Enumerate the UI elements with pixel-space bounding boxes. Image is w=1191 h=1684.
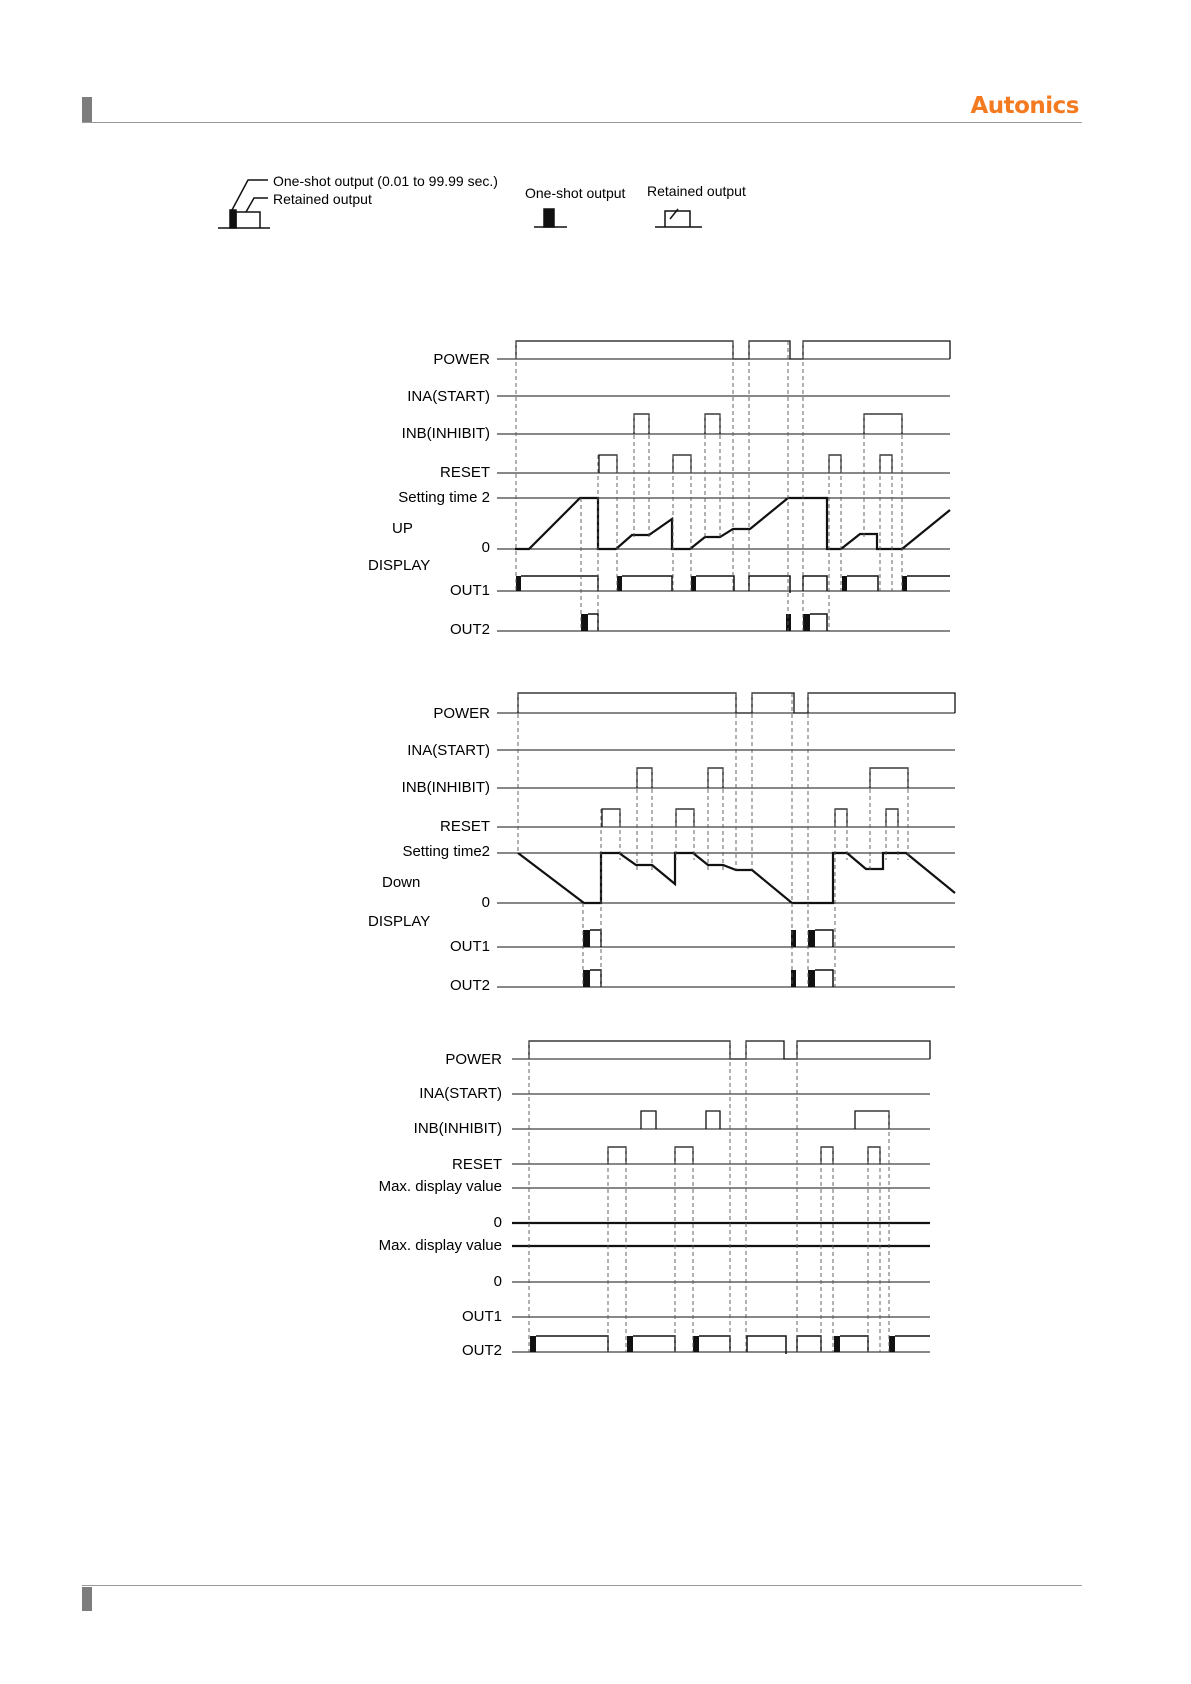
footer-bar: [82, 1587, 92, 1611]
label-out1: OUT1: [461, 1308, 502, 1325]
label-reset: RESET: [451, 1156, 502, 1173]
timing-chart-up: [368, 341, 950, 638]
label-out2: OUT2: [449, 621, 490, 638]
timing-chart-max: [379, 1041, 930, 1359]
label-power: POWER: [445, 1051, 502, 1068]
reset-wave: [599, 455, 892, 473]
brand-logo: Autonics: [970, 93, 1079, 119]
label-mode-up: UP: [392, 520, 413, 537]
label-out1: OUT1: [449, 582, 490, 599]
label-zero: 0: [481, 539, 490, 556]
power-wave: [529, 1041, 930, 1059]
legend-retained-symbol: [655, 209, 702, 227]
timing-guides: [518, 693, 908, 987]
label-display: DISPLAY: [368, 557, 431, 574]
label-display: DISPLAY: [368, 913, 431, 930]
label-zero-2: 0: [493, 1273, 502, 1290]
power-wave: [518, 693, 955, 713]
label-mode-down: Down: [382, 874, 421, 891]
label-inb: INB(INHIBIT): [413, 1120, 502, 1137]
baselines: [497, 713, 955, 987]
label-zero-1: 0: [493, 1214, 502, 1231]
label-ina: INA(START): [419, 1085, 502, 1102]
display-up-curve: [515, 498, 950, 549]
label-reset: RESET: [439, 818, 490, 835]
legend-combined-symbol: [218, 180, 270, 228]
legend-one-shot-symbol: [534, 209, 567, 227]
inb-wave: [641, 1111, 889, 1129]
out2-wave: [583, 970, 833, 987]
label-out2: OUT2: [449, 977, 490, 994]
label-out2: OUT2: [461, 1342, 502, 1359]
label-setting-time: Setting time2: [402, 843, 490, 860]
legend-one-shot-output: One-shot output: [525, 185, 626, 201]
label-setting-time: Setting time 2: [398, 489, 490, 506]
label-zero: 0: [481, 894, 490, 911]
label-max-display-1: Max. display value: [378, 1178, 502, 1195]
label-inb: INB(INHIBIT): [401, 779, 490, 796]
timing-guides: [529, 1041, 889, 1352]
baselines: [512, 1059, 930, 1352]
display-down-curve: [518, 853, 955, 903]
label-max-display-2: Max. display value: [378, 1237, 502, 1254]
footer-rule: [82, 1585, 1082, 1586]
label-ina: INA(START): [407, 388, 490, 405]
legend-one-shot-range: One-shot output (0.01 to 99.99 sec.): [273, 173, 498, 189]
out2-wave: [581, 614, 827, 631]
label-power: POWER: [433, 705, 490, 722]
label-inb: INB(INHIBIT): [401, 425, 490, 442]
label-power: POWER: [433, 351, 490, 368]
inb-wave: [634, 414, 902, 434]
label-out1: OUT1: [449, 938, 490, 955]
display-max-lines: [512, 1223, 930, 1246]
label-reset: RESET: [439, 464, 490, 481]
legend-retained-label: Retained output: [273, 191, 372, 207]
reset-wave: [608, 1147, 880, 1164]
out1-wave: [583, 930, 833, 947]
label-ina: INA(START): [407, 742, 490, 759]
reset-wave: [602, 809, 898, 827]
legend-retained-output: Retained output: [647, 183, 746, 199]
baselines: [497, 359, 950, 631]
timing-chart-down: [368, 693, 955, 994]
inb-wave: [637, 768, 908, 788]
